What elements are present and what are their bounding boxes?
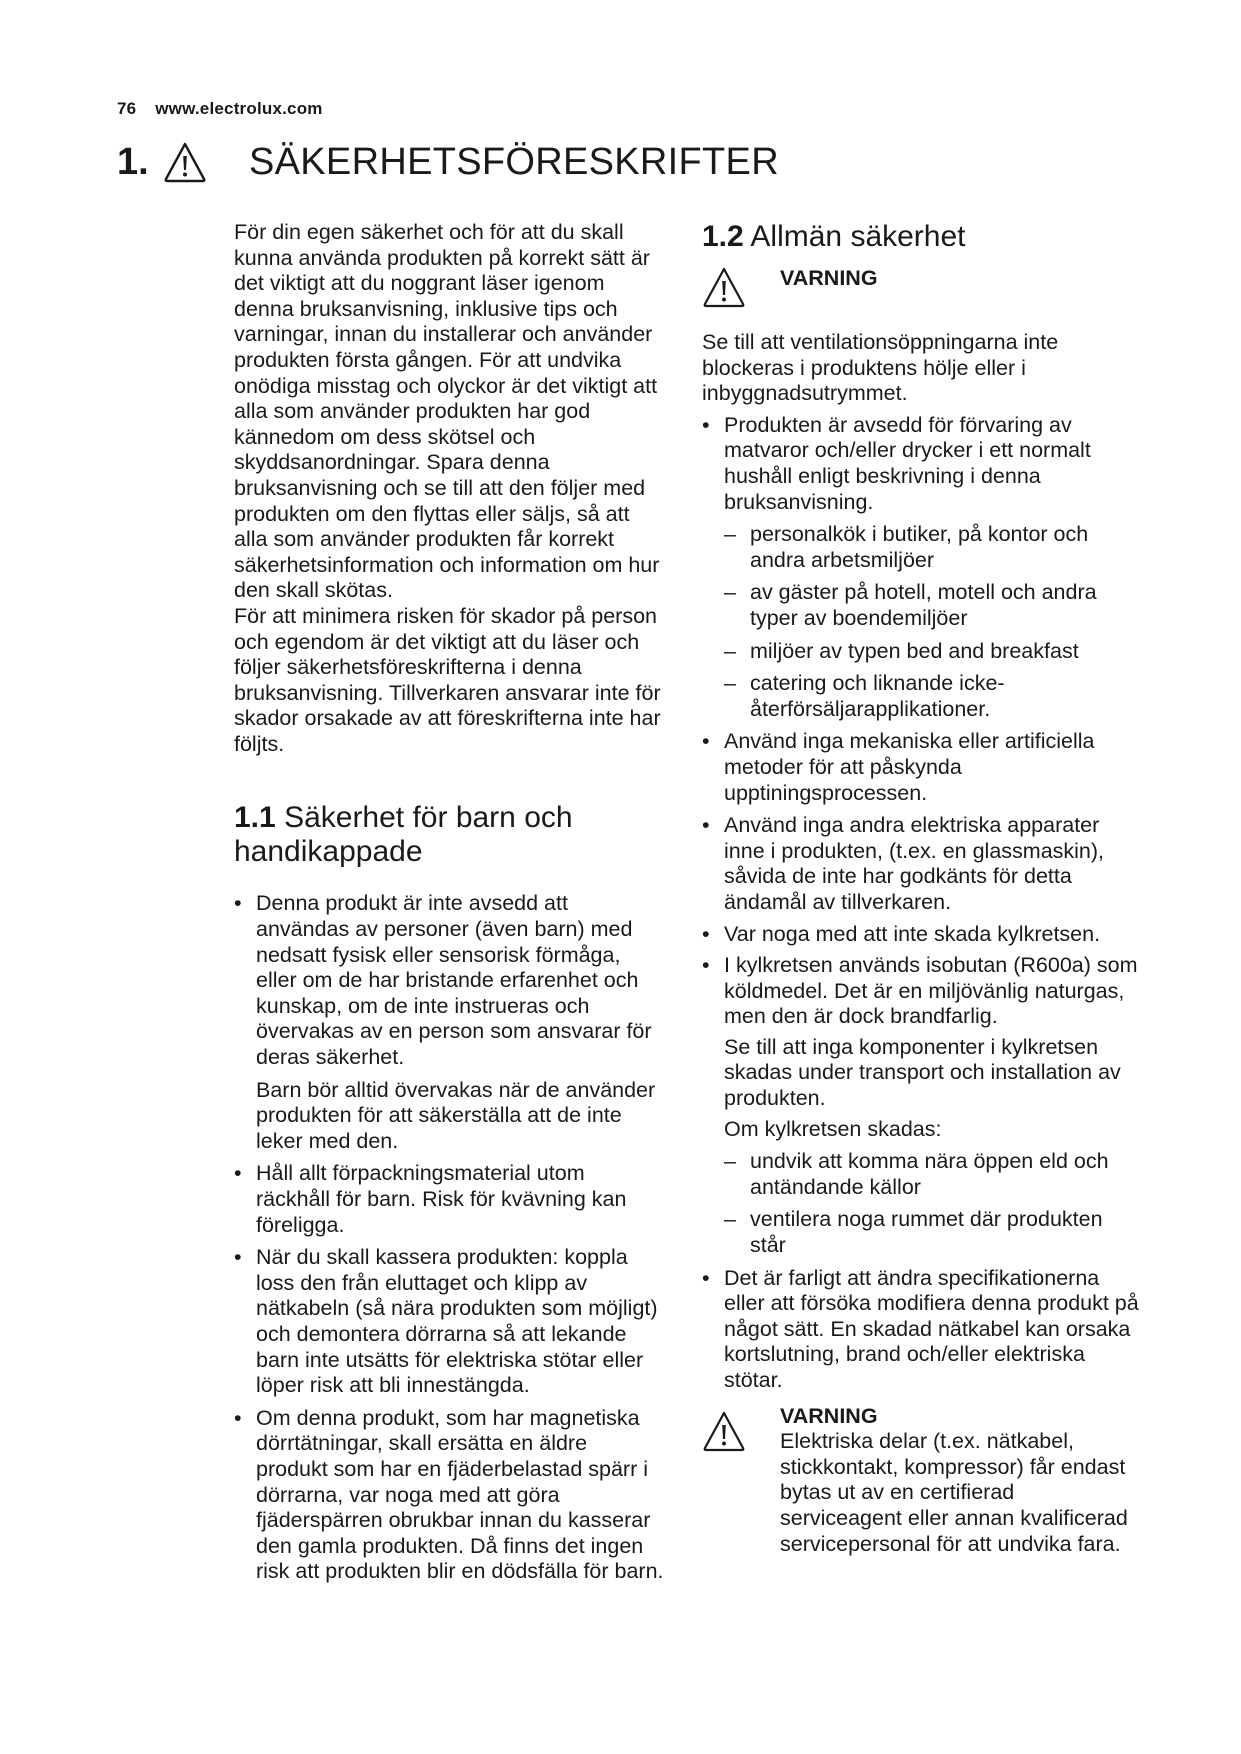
warning-text: Elektriska delar (t.ex. nätkabel, stickkontakt, kompressor) får endast bytas ut av en certifierad serviceagent eller annan kvalificerad servicepersonal för att undvika fara. [780,1429,1128,1556]
list-item: • I kylkretsen används isobutan (R600a) som köldmedel. Det är en miljövänlig naturgas, men den är dock brandfarlig. Se till att inga komponenter i kylkretsen skadas under transport och installation av produkten. Om kylkretsen skadas: – undvik att komma nära öppen eld och antändande källor – ventilera noga rummet där produkten står [702,953,1142,1259]
usage-examples-list [724,522,1142,722]
page-header [117,99,323,119]
section-1-1-heading [234,801,664,869]
chapter-number: 1. [117,140,149,183]
general-safety-list [702,413,1142,1394]
website-url: www.electrolux.com [155,99,323,118]
list-item-note: Se till att inga komponenter i kylkretsen skadas under transport och installation av produkten. [724,1034,1121,1111]
intro-paragraph-1: För din egen säkerhet och för att du skall kunna använda produkten på korrekt sätt är det viktigt att du noggrant läser igenom denna bruksanvisning, inklusive tips och varningar, innan du installerar och använder produkten första gången. För att undvika onödiga misstag och olyckor är det viktigt att alla som använder produkten har god kännedom om dess skötsel och skyddsanordningar. Spara denna bruksanvisning och se till att den följer med produkten om den flyttas eller säljs, så att alla som använder produkten får korrekt säkerhetsinformation och information om hur den skall skötas. [234,220,660,603]
list-item: • Denna produkt är inte avsedd att användas av personer (även barn) med nedsatt fysisk eller sensorisk förmåga, eller om de har bristande erfarenhet och kunskap, om de inte instrueras och övervakas av en person som ansvarar för deras säkerhet. Barn bör alltid övervakas när de använder produkten för att säkerställa att de inte leker med den. [234,891,664,1154]
list-item: • Det är farligt att ändra specifikationerna eller att försöka modifiera denna produkt på något sätt. En skadad nätkabel kan orsaka kortslutning, brand och/eller elektriska stötar. [702,1266,1142,1394]
damage-actions-list [724,1149,1142,1258]
ventilation-paragraph: Se till att ventilationsöppningarna inte blockeras i produktens hölje eller i inbyggnadsutrymmet. [702,330,1059,406]
warning-triangle-icon [702,1410,746,1452]
warning-box-1 [702,266,1142,308]
dash-item: – av gäster på hotell, motell och andra typer av boendemiljöer [724,580,1142,631]
warning-triangle-icon [702,266,746,308]
list-item: • När du skall kassera produkten: koppla loss den från eluttaget och klipp av nätkabeln (så nära produkten som möjligt) och demontera dörrarna så att lekande barn inte utsätts för elektriska stötar eller löper risk att bli innestängda. [234,1245,664,1399]
section-1-1-title: Säkerhet för barn och handikappade [234,801,573,869]
chapter-title: SÄKERHETSFÖRESKRIFTER [249,140,779,183]
warning-title: VARNING [780,266,878,290]
section-1-2-title: Allmän säkerhet [750,220,966,253]
section-1-1-number: 1.1 [234,801,276,835]
list-item: • Använd inga mekaniska eller artificiella metoder för att påskynda upptiningsprocessen. [702,729,1142,806]
dash-item: – catering och liknande icke-återförsäljarapplikationer. [724,671,1142,722]
section-1-2-heading [702,220,1142,254]
dash-item: – personalkök i butiker, på kontor och andra arbetsmiljöer [724,522,1142,573]
list-item: • Använd inga andra elektriska apparater inne i produkten, (t.ex. en glassmaskin), såvida de inte har godkänts för detta ändamål av tillverkaren. [702,813,1142,915]
warning-triangle-icon [163,141,207,183]
warning-box-2 [702,1404,1142,1558]
list-item: • Om denna produkt, som har magnetiska dörrtätningar, skall ersätta en äldre produkt som har en fjäderbelastad spärr i dörrarna, var noga med att göra fjäderspärren obrukbar innan du kasserar den gamla produkten. Då finns det ingen risk att produkten blir en dödsfälla för barn. [234,1406,664,1585]
list-item: • Var noga med att inte skada kylkretsen. [702,922,1142,948]
children-safety-list [234,891,664,1584]
dash-item: – undvik att komma nära öppen eld och antändande källor [724,1149,1142,1200]
list-item: • Produkten är avsedd för förvaring av matvaror och/eller drycker i ett normalt hushåll enligt beskrivning i denna bruksanvisning. – personalkök i butiker, på kontor och andra arbetsmiljöer – av gäster på hotell, motell och andra typer av boendemiljöer – miljöer av typen bed and breakfast – catering och liknande icke-återförsäljarapplikationer. [702,413,1142,723]
chapter-heading [117,137,779,187]
right-column [702,220,1142,1557]
left-column [234,220,664,1585]
dash-item: – miljöer av typen bed and breakfast [724,639,1142,665]
intro-paragraph-2: För att minimera risken för skador på person och egendom är det viktigt att du läser och följer säkerhetsföreskrifterna i denna bruksanvisning. Tillverkaren ansvarar inte för skador orsakade av att föreskrifterna inte har följts. [234,603,661,756]
warning-title: VARNING [780,1403,878,1428]
dash-item: – ventilera noga rummet där produkten står [724,1207,1142,1258]
list-item-note: Om kylkretsen skadas: [724,1116,942,1141]
list-item-note: Barn bör alltid övervakas när de använder produkten för att säkerställa att de inte leker med den. [256,1077,656,1153]
page-number: 76 [117,99,137,118]
section-1-2-number: 1.2 [702,220,744,253]
list-item: • Håll allt förpackningsmaterial utom räckhåll för barn. Risk för kvävning kan föreligga. [234,1161,664,1238]
